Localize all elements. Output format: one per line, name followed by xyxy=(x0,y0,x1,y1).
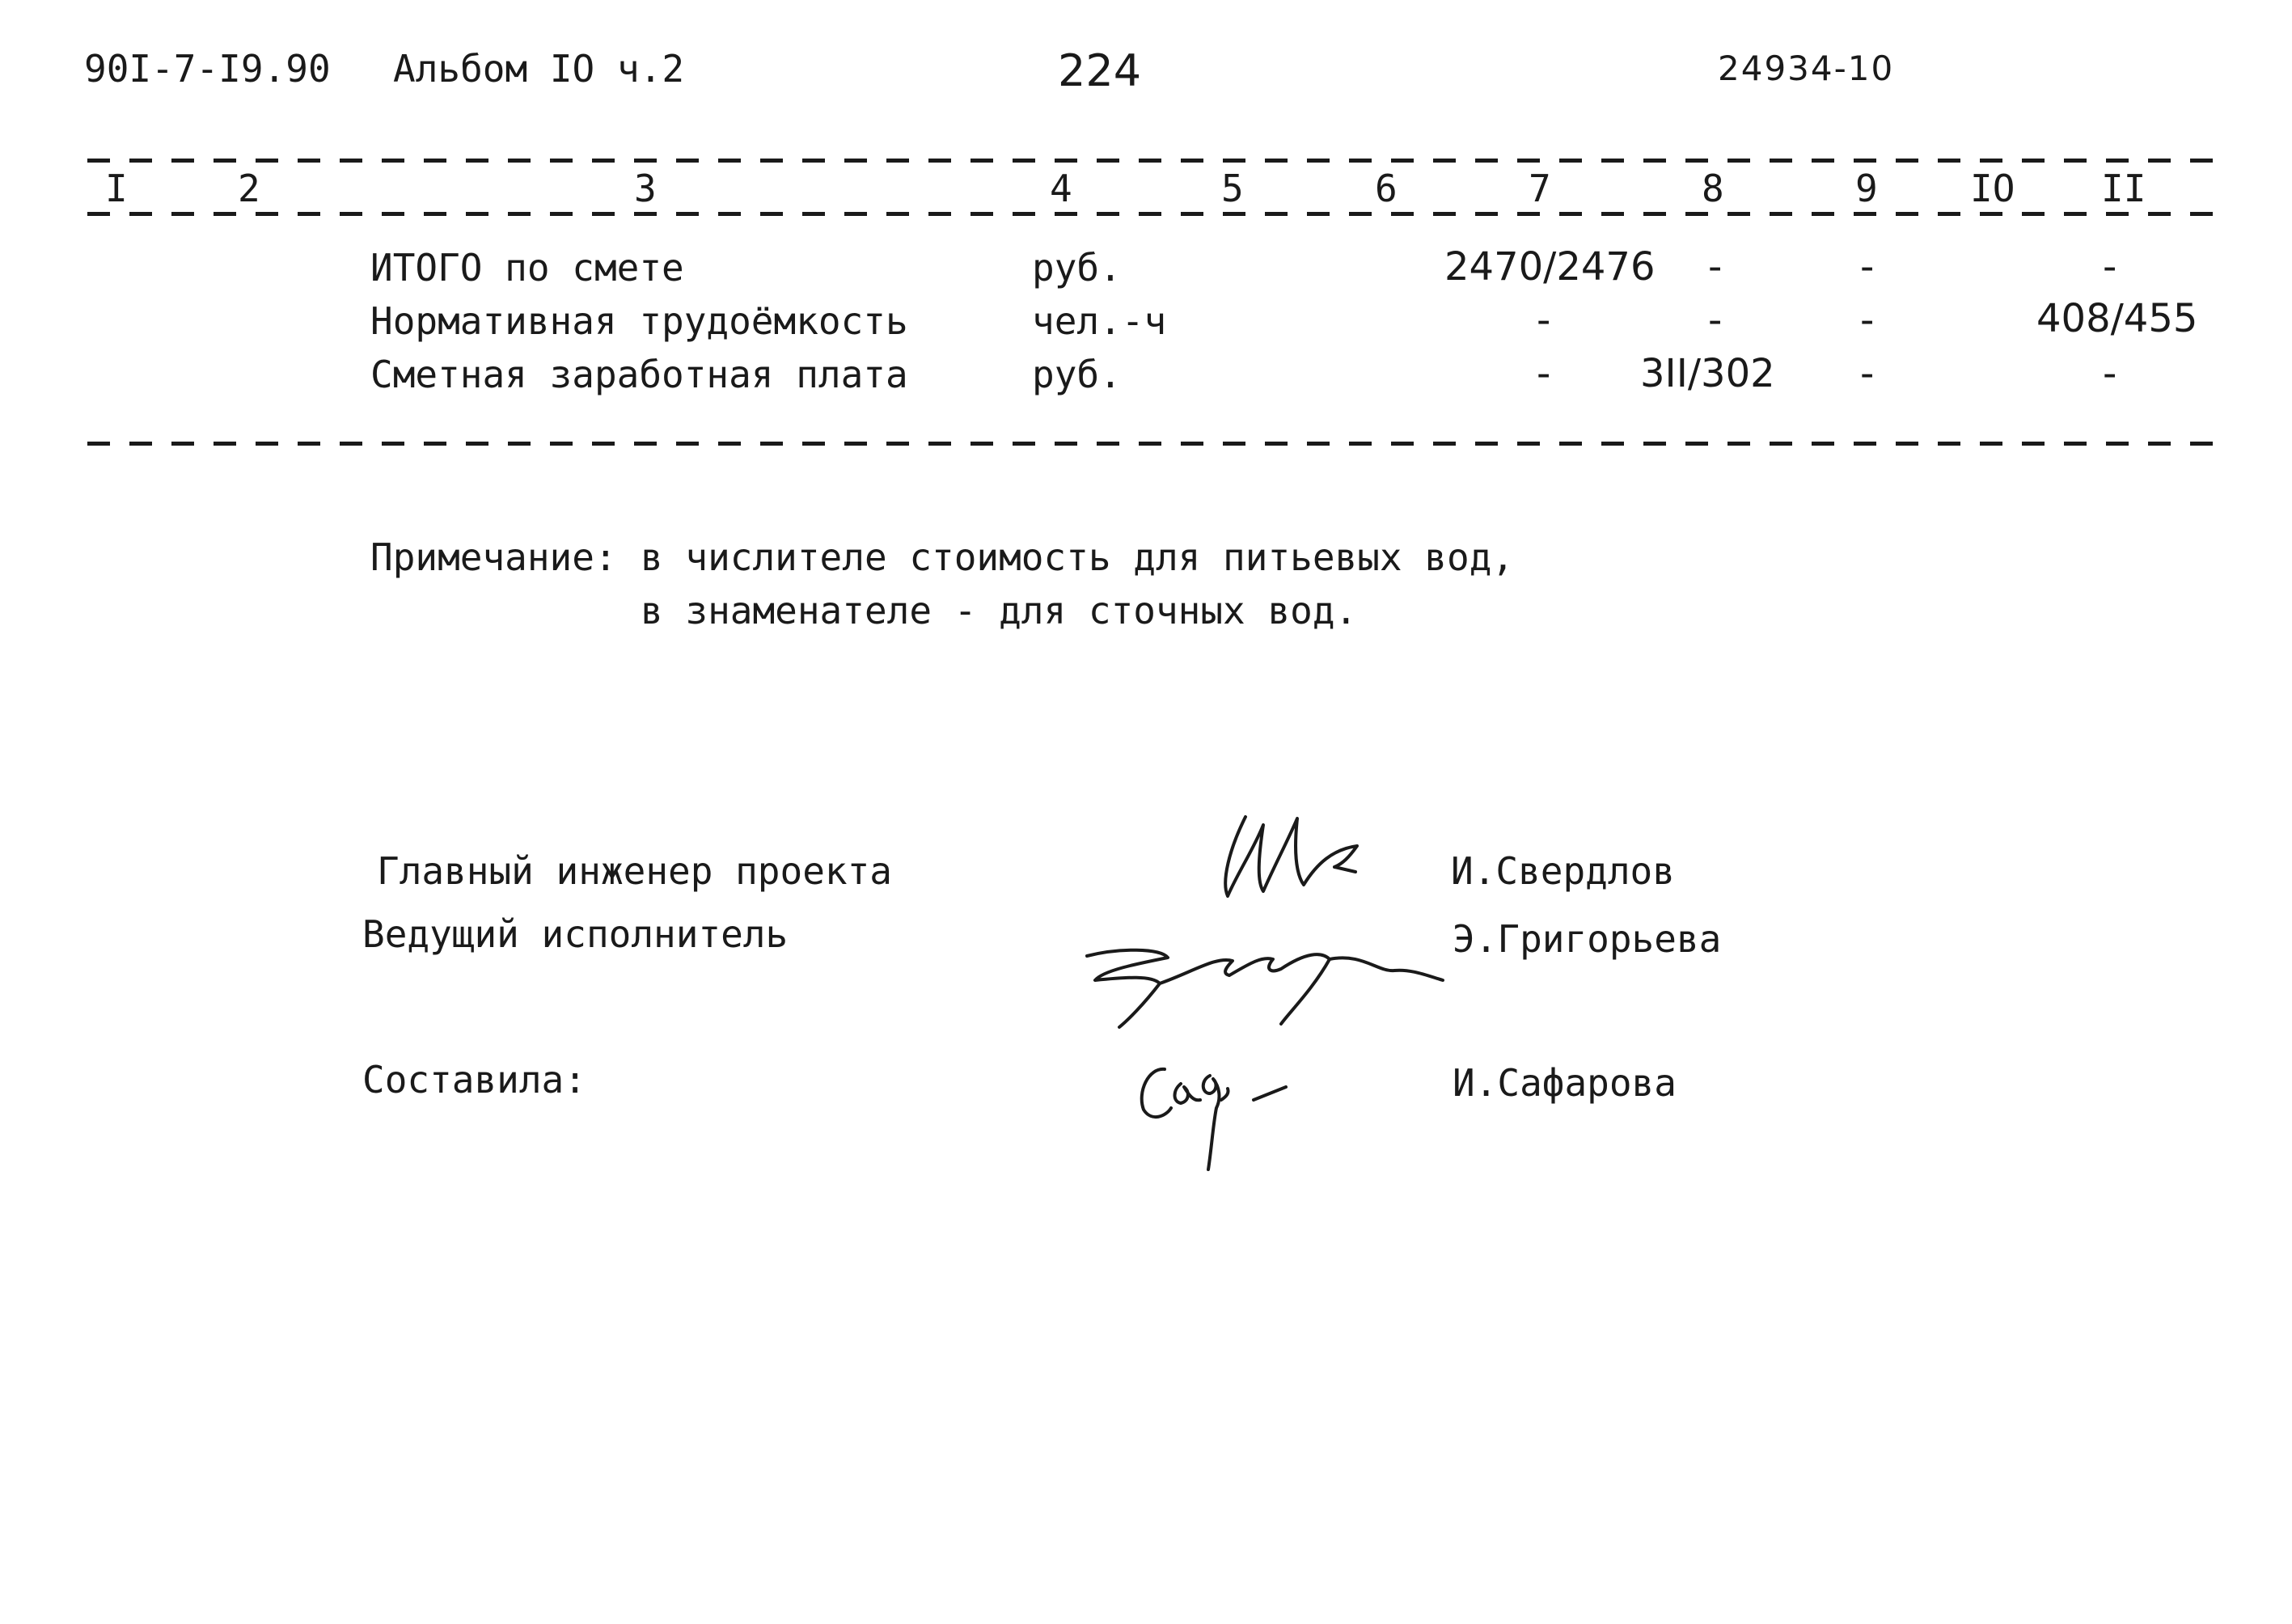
signature-role: Главный инженер проекта xyxy=(377,849,892,893)
document-code: 90I-7-I9.90 xyxy=(84,47,331,91)
signature-name: Э.Григорьева xyxy=(1453,917,1722,961)
column-number: IO xyxy=(1970,167,2015,210)
cell-col7: 2470/2476 xyxy=(1444,244,1656,290)
page-number: 224 xyxy=(1058,45,1142,96)
note-label: Примечание: xyxy=(370,535,617,579)
cell-col11: - xyxy=(2103,244,2117,290)
album-label: Альбом IO ч.2 xyxy=(393,47,685,91)
cell-col8: - xyxy=(1708,298,1723,343)
table-top-rule xyxy=(87,159,2222,163)
cell-col11: - xyxy=(2103,351,2117,396)
cell-col8: - xyxy=(1708,244,1723,290)
column-number: 6 xyxy=(1375,167,1398,210)
column-number: 5 xyxy=(1221,167,1244,210)
column-number: 3 xyxy=(634,167,657,210)
column-number: 2 xyxy=(238,167,260,210)
row-name: Нормативная трудоёмкость xyxy=(370,299,908,343)
cell-col9: - xyxy=(1860,244,1875,290)
column-number: I xyxy=(105,167,128,210)
note-line-1: в числителе стоимость для питьевых вод, xyxy=(641,535,1515,579)
row-name: ИТОГО по смете xyxy=(370,246,684,290)
cell-col8: 3II/302 xyxy=(1640,351,1775,396)
signature-role: Составила: xyxy=(362,1058,586,1102)
handwritten-signature-sverdlov xyxy=(1213,801,1391,914)
signature-name: И.Свердлов xyxy=(1451,849,1675,893)
row-name: Сметная заработная плата xyxy=(370,353,908,396)
column-number: 4 xyxy=(1050,167,1072,210)
signature-name: И.Сафарова xyxy=(1453,1061,1677,1105)
column-number: 8 xyxy=(1702,167,1724,210)
table-bottom-rule xyxy=(87,442,2222,446)
table-header-rule xyxy=(87,212,2222,216)
row-unit: руб. xyxy=(1032,353,1122,396)
cell-col7: - xyxy=(1537,351,1551,396)
column-number: 7 xyxy=(1529,167,1551,210)
cell-col7: - xyxy=(1537,298,1551,343)
row-unit: чел.-ч xyxy=(1032,299,1167,343)
cell-col9: - xyxy=(1860,351,1875,396)
handwritten-signature-grigorieva xyxy=(1071,924,1459,1037)
column-number: II xyxy=(2101,167,2146,210)
doc-number: 24934-10 xyxy=(1718,49,1895,88)
cell-col11: 408/455 xyxy=(2036,296,2198,341)
column-number: 9 xyxy=(1855,167,1878,210)
row-unit: руб. xyxy=(1032,246,1122,290)
note-line-2: в знаменателе - для сточных вод. xyxy=(641,589,1358,632)
signature-role: Ведущий исполнитель xyxy=(362,912,789,956)
handwritten-signature-safarova xyxy=(1132,1051,1326,1181)
cell-col9: - xyxy=(1860,298,1875,343)
